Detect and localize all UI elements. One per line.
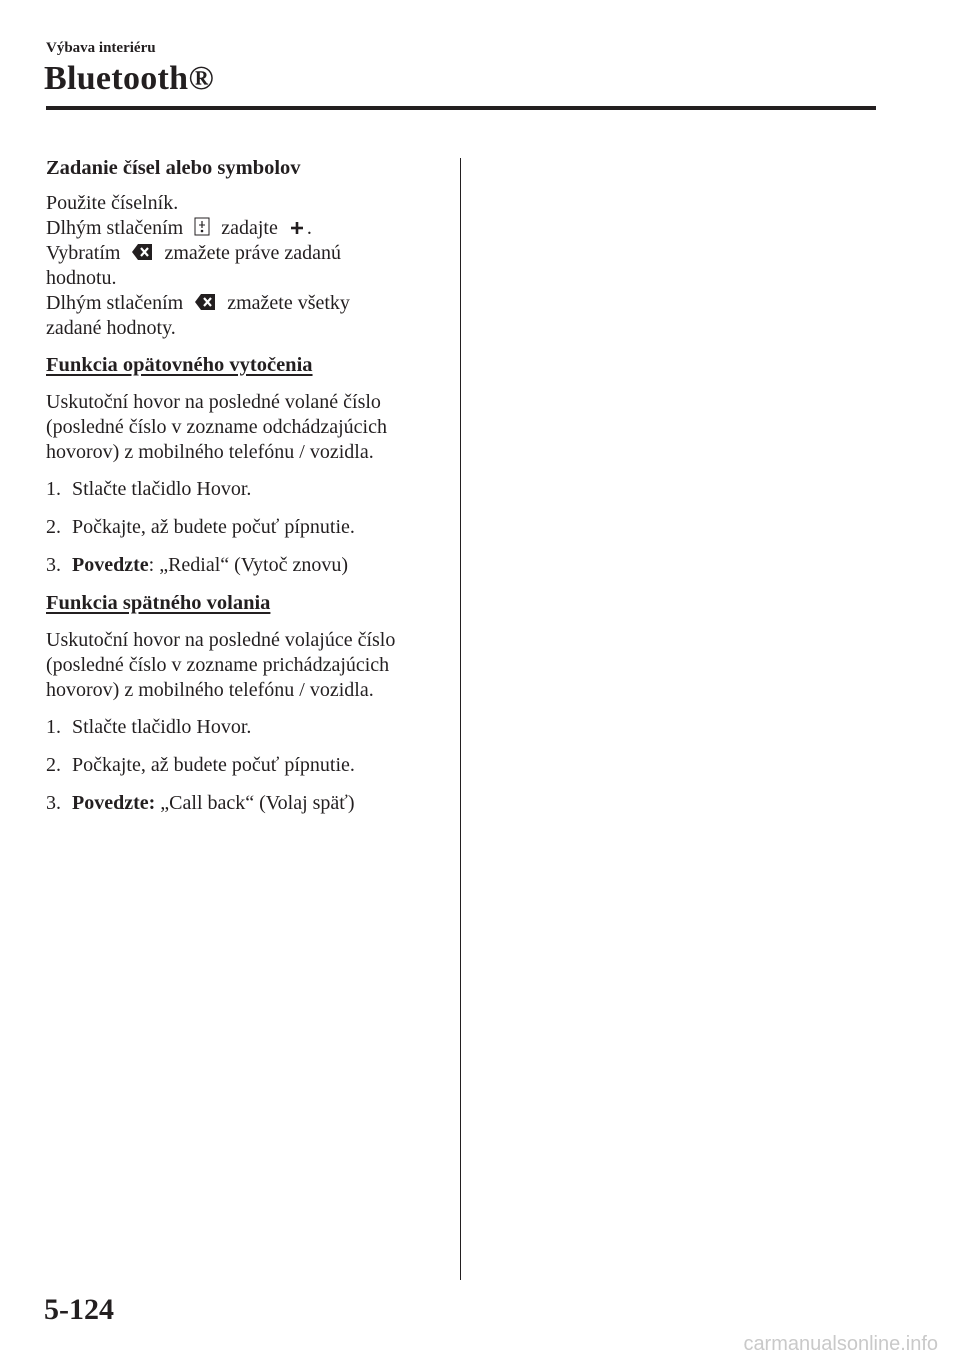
step-number: 3.: [46, 792, 61, 814]
step-item: [46, 791, 446, 816]
section-label: Výbava interiéru: [46, 40, 156, 56]
text-span: zadajte: [221, 217, 278, 239]
section-heading-symbols: Zadanie čísel alebo symbolov: [46, 157, 301, 179]
section-heading-callback: Funkcia spätného volania: [46, 592, 271, 614]
text-line: zadané hodnoty.: [46, 317, 176, 339]
step-text: „Call back“ (Volaj späť): [155, 792, 355, 814]
step-item: [46, 553, 446, 578]
text-line: hodnotu.: [46, 267, 117, 289]
text-span: .: [306, 217, 312, 239]
step-number: 1.: [46, 478, 61, 500]
paragraph: Uskutoční hovor na posledné volajúce číslo (posledné číslo v zozname prichádzajúcich hovorov) z mobilného telefónu / vozidla.: [46, 629, 396, 701]
text-span: zmažete práve zadanú: [164, 242, 341, 264]
page-number: 5-124: [44, 1293, 114, 1326]
title-rule: [46, 106, 876, 110]
step-text: Stlačte tlačidlo Hovor.: [72, 478, 252, 500]
step-keyword: Povedzte:: [72, 792, 156, 814]
text-line: Použite číselník.: [46, 192, 179, 214]
text-span: Dlhým stlačením: [46, 292, 184, 314]
plus-icon: [289, 220, 305, 236]
step-text: Počkajte, až budete počuť pípnutie.: [72, 516, 355, 538]
step-item: [46, 715, 446, 740]
paragraph: Uskutoční hovor na posledné volané číslo (posledné číslo v zozname odchádzajúcich hovorov) z mobilného telefónu / vozidla.: [46, 391, 387, 463]
step-text: Počkajte, až budete počuť pípnutie.: [72, 754, 355, 776]
watermark: carmanualsonline.info: [743, 1333, 938, 1355]
step-number: 1.: [46, 716, 61, 738]
backspace-icon: [194, 293, 216, 311]
text-span: Dlhým stlačením: [46, 217, 184, 239]
step-item: [46, 753, 446, 778]
step-number: 2.: [46, 754, 61, 776]
zero-key-icon: [194, 217, 210, 236]
left-column: [46, 156, 446, 829]
text-line: [46, 216, 446, 241]
step-item: [46, 477, 446, 502]
step-text: Stlačte tlačidlo Hovor.: [72, 716, 252, 738]
section-heading-redial: Funkcia opätovného vytočenia: [46, 354, 313, 376]
step-number: 3.: [46, 554, 61, 576]
page-title: Bluetooth®: [44, 60, 215, 97]
step-text: : „Redial“ (Vytoč znovu): [148, 554, 349, 576]
step-item: [46, 515, 446, 540]
text-span: zmažete všetky: [227, 292, 350, 314]
backspace-icon: [131, 243, 153, 261]
text-line: [46, 241, 446, 266]
step-number: 2.: [46, 516, 61, 538]
text-line: [46, 291, 446, 316]
text-span: Vybratím: [46, 242, 121, 264]
step-keyword: Povedzte: [72, 554, 149, 576]
column-divider: [460, 158, 461, 1280]
